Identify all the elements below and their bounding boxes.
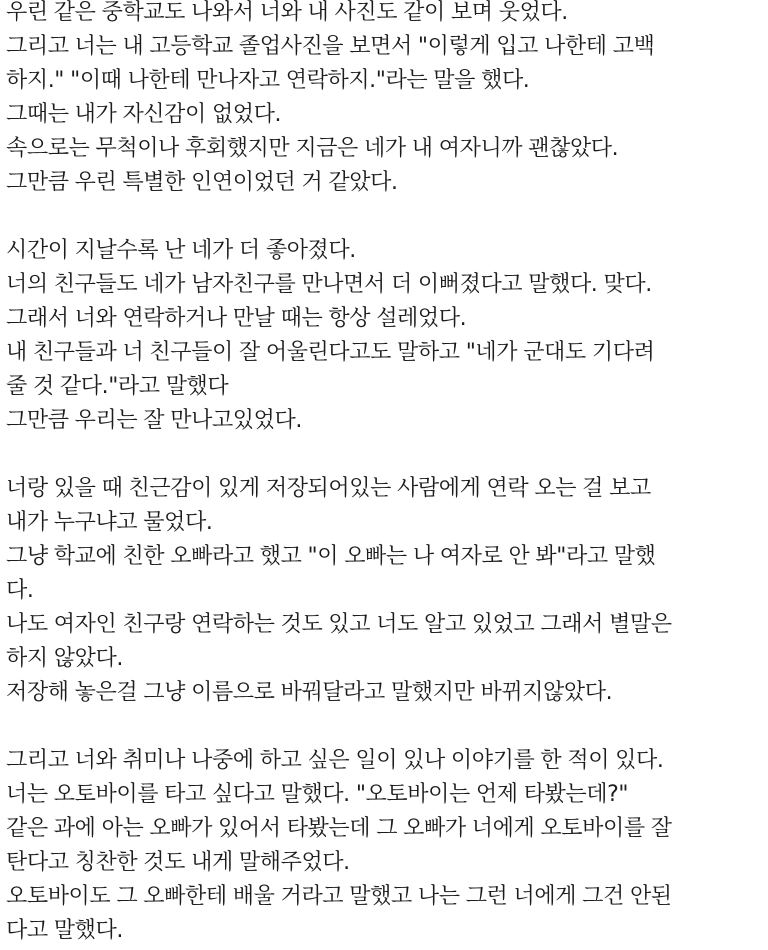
- text-line: 다.: [6, 578, 34, 603]
- text-line: 그만큼 우린 특별한 인연이었던 거 같았다.: [6, 170, 398, 195]
- text-line: 내가 누구냐고 물었다.: [6, 510, 213, 535]
- text-line: 너의 친구들도 네가 남자친구를 만나면서 더 이뻐졌다고 말했다. 맞다.: [6, 272, 652, 297]
- text-line: 그때는 내가 자신감이 없었다.: [6, 102, 282, 127]
- text-line: 그냥 학교에 친한 오빠라고 했고 "이 오빠는 나 여자로 안 봐"라고 말했: [6, 544, 656, 569]
- text-line: 오토바이도 그 오빠한테 배울 거라고 말했고 나는 그런 너에게 그건 안된: [6, 884, 672, 909]
- text-line: 속으로는 무척이나 후회했지만 지금은 네가 내 여자니까 괜찮았다.: [6, 136, 619, 161]
- text-line: 너랑 있을 때 친근감이 있게 저장되어있는 사람에게 연락 오는 걸 보고: [6, 476, 651, 501]
- text-line: 너는 오토바이를 타고 싶다고 말했다. "오토바이는 언제 타봤는데?": [6, 782, 629, 807]
- text-line: 나도 여자인 친구랑 연락하는 것도 있고 너도 알고 있었고 그래서 별말은: [6, 612, 672, 637]
- text-line: 줄 것 같다."라고 말했다: [6, 374, 229, 399]
- text-line: 다고 말했다.: [6, 918, 123, 943]
- text-line: 하지." "이때 나한테 만나자고 연락하지."라는 말을 했다.: [6, 68, 530, 93]
- text-line: 그래서 너와 연락하거나 만날 때는 항상 설레었다.: [6, 306, 467, 331]
- text-line: 하지 않았다.: [6, 646, 123, 671]
- document-body: [6, 0, 761, 950]
- text-line: 같은 과에 아는 오빠가 있어서 타봤는데 그 오빠가 너에게 오토바이를 잘: [6, 816, 672, 841]
- text-line: 시간이 지날수록 난 네가 더 좋아졌다.: [6, 238, 356, 263]
- text-line: 우린 같은 중학교도 나와서 너와 내 사진도 같이 보며 웃었다.: [6, 0, 568, 25]
- text-line: 그리고 너와 취미나 나중에 하고 싶은 일이 있나 이야기를 한 적이 있다.: [6, 748, 664, 773]
- text-line: 저장해 놓은걸 그냥 이름으로 바꿔달라고 말했지만 바뀌지않았다.: [6, 680, 613, 705]
- text-line: 탄다고 칭찬한 것도 내게 말해주었다.: [6, 850, 350, 875]
- text-line: 그만큼 우리는 잘 만나고있었다.: [6, 408, 302, 433]
- text-line: 내 친구들과 너 친구들이 잘 어울린다고도 말하고 "네가 군대도 기다려: [6, 340, 655, 365]
- text-line: 그리고 너는 내 고등학교 졸업사진을 보면서 "이렇게 입고 나한테 고백: [6, 34, 655, 59]
